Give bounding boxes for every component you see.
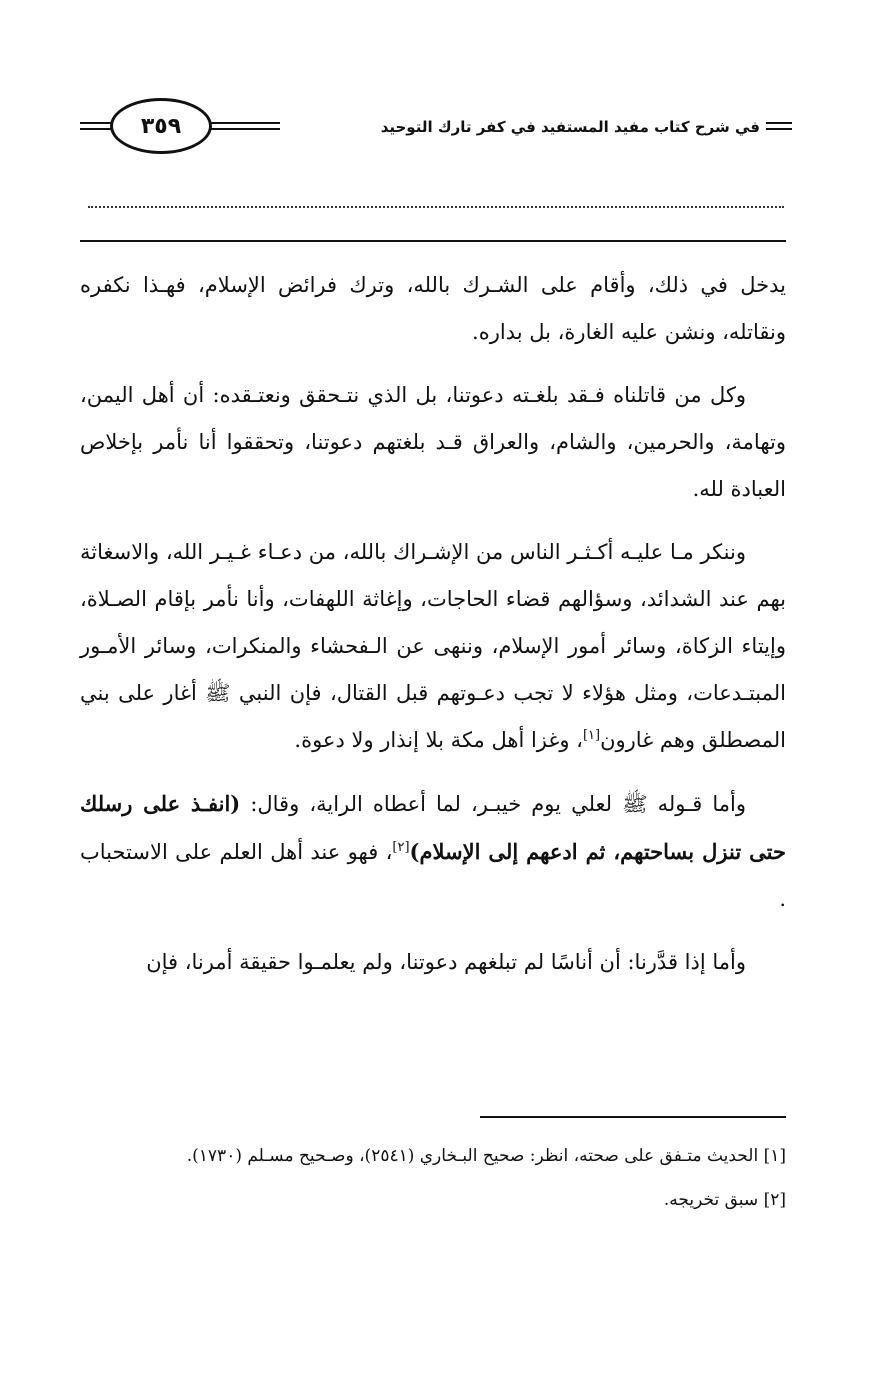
paragraph-5: وأما إذا قدَّرنا: أن أناسًا لم تبلغهم دعوتنا، ولم يعلمـوا حقيقة أمرنا، فإن bbox=[146, 950, 746, 974]
footnote-rule bbox=[480, 1116, 786, 1118]
paragraph-1: يدخل في ذلك، وأقام على الشـرك بالله، وترك فرائض الإسلام، فهـذا نكفره ونقاتله، ونشن عليه الغارة، بل بداره. bbox=[80, 273, 786, 344]
page-header bbox=[80, 92, 792, 166]
footnote-1: [١] الحديث متـفق على صحته، انظر: صحيح البـخاري (٢٥٤١)، وصـحيح مسـلم (١٧٣٠). bbox=[186, 1146, 786, 1166]
dotted-separator bbox=[88, 206, 784, 208]
footnote-ref-1[interactable]: [١] bbox=[582, 728, 601, 743]
page-number: ٣٥٩ bbox=[110, 98, 212, 154]
paragraph-3 bbox=[80, 529, 786, 764]
running-title: في شرح كتاب مفيد المستفيد في كفر تارك التوحيد bbox=[380, 118, 760, 136]
main-text bbox=[80, 262, 786, 1002]
paragraph-4-tail: ، فهو عند أهل العلم على الاستحباب . bbox=[80, 840, 786, 911]
paragraph-4-intro: وأما قـوله ﷺ لعلي يوم خيبـر، لما أعطاه الراية، وقال: bbox=[240, 792, 746, 816]
footnotes bbox=[80, 1138, 786, 1226]
header-ornament-right bbox=[766, 122, 792, 132]
paragraph-3-text: وننكر مـا عليـه أكـثـر الناس من الإشـراك بالله، من دعـاء غـيـر الله، والاسغاثة بهم عند الشدائد، وسؤالهم قضاء الحاجات، وإغاثة اللهفات، وأنا نأمر بإقام الصـلاة، وإيتاء الزكاة، وسائر أمور الإسلام، وننهى عن الـفحشاء والمنكرات، وسائر الأمـور المبتـدعات، ومثل هؤلاء لا تجب دعـوتهم قبل القتال، فإن النبي ﷺ أغار على بني المصطلق وهم غارون bbox=[80, 540, 786, 752]
paragraph-2: وكل من قاتلناه فـقد بلغـته دعوتنا، بل الذي نتـحقق ونعتـقده: أن أهل اليمن، وتهامة، والحرمين، والشام، والعراق قـد بلغتهم دعوتنا، وتحققوا أنا نأمر بإخلاص العبادة لله. bbox=[80, 383, 786, 501]
hadith-quote: (انفـذ على رسلك حتى تنزل بساحتهم، ثم ادعهم إلى الإسلام) bbox=[80, 791, 787, 864]
footnote-2: [٢] سبق تخريجه. bbox=[663, 1190, 786, 1210]
paragraph-3-tail: ، وغزا أهل مكة بلا إنذار ولا دعوة. bbox=[294, 728, 583, 752]
paragraph-4 bbox=[80, 780, 786, 923]
top-rule bbox=[80, 240, 786, 242]
footnote-ref-2[interactable]: [٢] bbox=[392, 840, 410, 855]
